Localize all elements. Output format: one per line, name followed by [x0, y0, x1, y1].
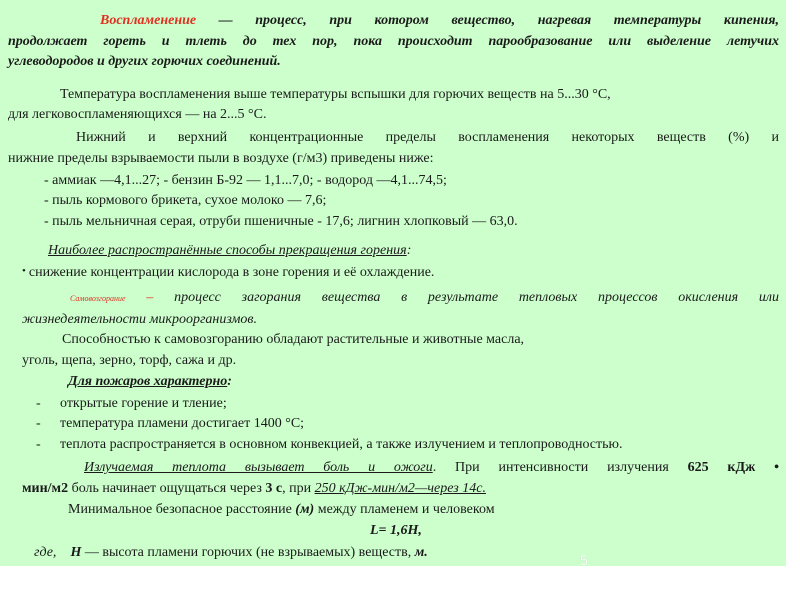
fires-list-item: [36, 436, 622, 453]
paragraph-ignition-line3: углеводородов и других горючих соединений.: [8, 54, 281, 69]
extinguishing-methods-heading: [48, 242, 411, 259]
paragraph-ignition-line2: продолжает гореть и тлеть до тех пор, пока происходит парообразование или выделение летучих: [8, 34, 779, 49]
paragraph-ignition-line1: [100, 12, 779, 29]
fires-list-item: [36, 395, 227, 412]
fires-item-text: теплота распространяется в основном конвекцией, а также излучением и теплопроводностью.: [60, 437, 623, 452]
self-ignition-line3: Способностью к самовозгоранию обладают растительные и животные масла,: [62, 332, 525, 347]
fires-item-text: температура пламени достигает 1400 °С;: [60, 416, 305, 431]
dash-marker: -: [36, 437, 41, 452]
where-label: где,: [34, 545, 57, 560]
radiation-line2: [22, 480, 486, 497]
heading-colon: :: [406, 243, 412, 258]
formula-unit: м.: [414, 545, 428, 560]
radiation-italic-text: Излучаемая теплота вызывает боль и ожоги: [84, 460, 433, 475]
page-number: 5: [580, 552, 588, 568]
radiation-text: , при: [282, 481, 315, 496]
self-ignition-definition-text: процесс загорания вещества в результате тепловых процессов окисления или: [174, 290, 780, 305]
limits-list-item: - пыль мельничная серая, отруби пшеничные - 17,6; лигнин хлопковый — 63,0.: [44, 214, 518, 229]
ignition-definition-text: — процесс, при котором вещество, нагревая температуры кипения,: [196, 13, 779, 28]
safe-distance-formula: L= 1,6H,: [370, 523, 422, 538]
bullet-text: снижение концентрации кислорода в зоне горения и её охлаждение.: [28, 265, 435, 280]
concentration-limits-line2: нижние пределы взрываемости пыли в воздухе (г/м3) приведены ниже:: [8, 151, 434, 166]
safe-distance-text: между пламенем и человеком: [314, 502, 495, 517]
radiation-line1: [84, 459, 779, 476]
radiation-italic-text: 250 кДж-мин/м2—через 14с.: [314, 481, 486, 496]
self-ignition-line1: [70, 289, 779, 307]
safe-distance-line: [68, 501, 495, 518]
self-ignition-line4: уголь, щепа, зерно, торф, сажа и др.: [22, 353, 237, 368]
formula-legend-text: — высота пламени горючих (не взрываемых) веществ,: [81, 545, 415, 560]
formula-legend: [34, 544, 428, 561]
bullet-icon: •: [22, 265, 26, 277]
dash-marker: -: [36, 396, 41, 411]
radiation-text: . При интенсивности излучения: [432, 460, 688, 475]
fires-heading-text: Для пожаров характерно: [68, 374, 228, 389]
ignition-temperature-line1: Температура воспламенения выше температуры вспышки для горючих веществ на 5...30 °С,: [60, 87, 611, 102]
dash-marker: -: [36, 416, 41, 431]
limits-list-item: - пыль кормового брикета, сухое молоко — 7,6;: [44, 193, 327, 208]
ignition-temperature-line2: для легковоспламеняющихся — на 2...5 °С.: [8, 107, 267, 122]
bullet-inline: •: [755, 460, 779, 475]
radiation-unit: мин/м2: [22, 481, 69, 496]
limits-list-item: - аммиак —4,1...27; - бензин Б-92 — 1,1...7,0; - водород —4,1...74,5;: [44, 173, 447, 188]
fires-list-item: [36, 415, 304, 432]
formula-variable: H: [70, 545, 82, 560]
radiation-intensity-value: 625 кДж: [687, 460, 756, 475]
extinguishing-heading-text: Наиболее распространённые способы прекращения горения: [48, 243, 407, 258]
radiation-text: боль начинает ощущаться через: [68, 481, 266, 496]
term-self-ignition: Самовозгорание: [70, 294, 126, 303]
concentration-limits-line1: Нижний и верхний концентрационные пределы воспламенения некоторых веществ (%) и: [76, 130, 779, 145]
radiation-time-value: 3 с: [265, 481, 283, 496]
term-ignition: Воспламенение: [100, 13, 197, 28]
fires-item-text: открытые горение и тление;: [60, 396, 227, 411]
fires-characteristics-heading: [68, 373, 232, 390]
term-dash: –: [125, 290, 175, 305]
self-ignition-line2: жизнедеятельности микроорганизмов.: [22, 312, 258, 327]
extinguishing-bullet-item: [22, 263, 434, 281]
heading-colon: :: [227, 374, 232, 389]
safe-distance-unit: (м): [295, 502, 315, 517]
safe-distance-text: Минимальное безопасное расстояние: [68, 502, 296, 517]
